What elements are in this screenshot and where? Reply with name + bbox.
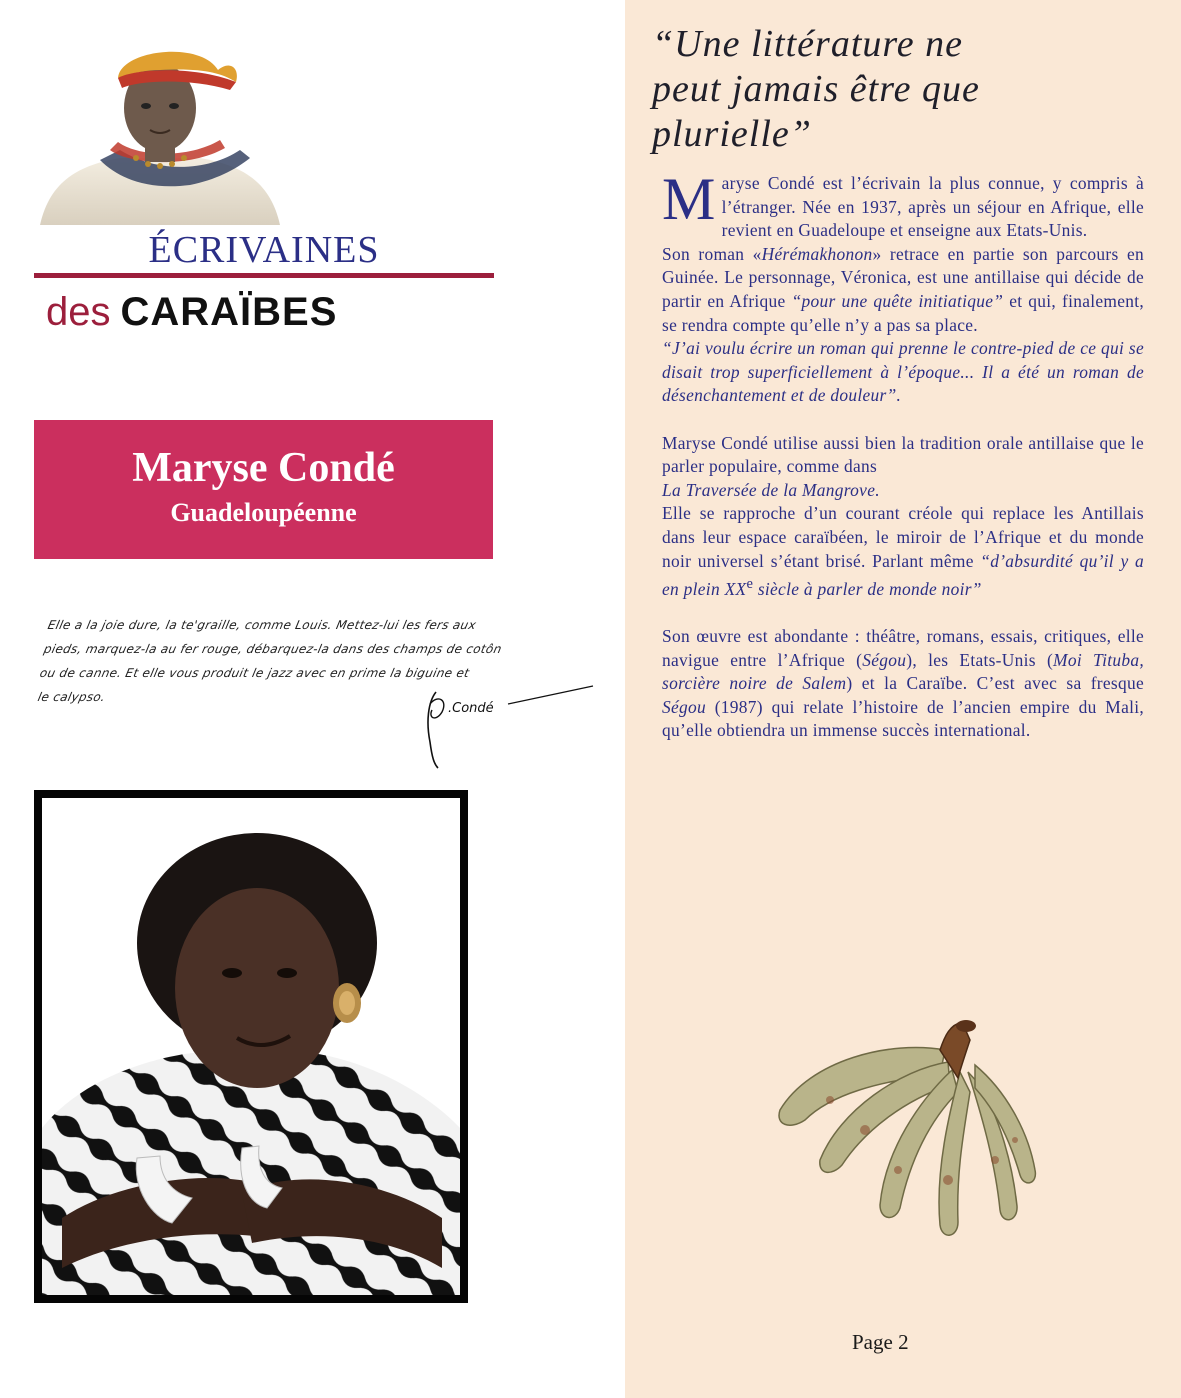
quote-line: “Une littérature ne (652, 23, 963, 65)
quote-text: “pour une quête initiatique” (791, 290, 1004, 311)
article-body (662, 166, 1144, 743)
quote-text: siècle à parler de monde noir” (753, 578, 982, 599)
handwritten-line: ou de canne. Et elle vous produit le jazz avec en prime la biguine et (38, 666, 471, 680)
author-name-box (34, 420, 493, 559)
article-text: et qui, finalement, se rendra compte qu’elle n’y a pas sa place. (662, 290, 1144, 335)
article-text: Maryse Condé utilise aussi bien la tradition orale antillaise que le parler populaire, comme dans (662, 432, 1144, 477)
quote-text: “J’ai voulu écrire un roman qui prenne le contre-pied de ce qui se disait trop superficiellement à l’époque... Il a été un roman de désenchantement et de douleur”. (662, 338, 1144, 406)
book-title: Ségou (662, 696, 706, 717)
article-text: ) et la Caraïbe. C’est avec sa fresque (846, 673, 1144, 694)
title-divider (34, 273, 494, 278)
paragraph-gap (662, 601, 1144, 625)
article-paragraph (662, 432, 1144, 503)
book-title: Ségou (862, 649, 907, 670)
svg-text:.Condé: .Condé (448, 701, 494, 716)
title-prefix: des (46, 290, 111, 334)
article-paragraph (662, 337, 1144, 408)
article-paragraph (662, 243, 1144, 337)
author-photo-frame (34, 790, 468, 1303)
pull-quote (652, 22, 1172, 157)
page-number: Page 2 (852, 1330, 909, 1354)
article-text: Son roman « (662, 243, 762, 264)
magazine-title-top: ÉCRIVAINES (148, 229, 380, 271)
author-origin: Guadeloupéenne (170, 498, 357, 527)
handwritten-line: le calypso. (36, 690, 107, 704)
drop-cap: M (662, 166, 716, 232)
author-photo (42, 798, 460, 1295)
article-text: (1987) qui relate l’histoire de l’ancien empire du Mali, qu’elle obtiendra un immense succès international. (662, 696, 1144, 741)
handwritten-line: pieds, marquez-la au fer rouge, débarquez-la dans des champs de cotôn (42, 642, 504, 656)
magazine-title-bottom (46, 288, 337, 335)
signature-image (408, 682, 598, 772)
paragraph-gap (662, 408, 1144, 432)
book-title: Moi Tituba, sorcière noire de Salem (662, 649, 1144, 694)
article-text: » retrace en partie son parcours en Guinée. Le personnage, Véronica, est une antillaise qui décide de partir en Afrique (662, 243, 1144, 311)
superscript: e (746, 576, 754, 593)
article-text: Son œuvre est abondante : théâtre, romans, essais, critiques, elle navigue entre l’Afrique ( (662, 626, 1144, 670)
book-title: La Traversée de la Mangrove. (662, 479, 880, 500)
article-text: Elle se rapproche d’un courant créole qui replace les Antillais dans leur espace caraïbéen, le miroir de l’Afrique et du monde noir universel s’étant brisé. Parlant même (662, 503, 1144, 571)
article-paragraph (662, 625, 1144, 743)
quote-text: “d’absurdité qu’il y a en plein XX (662, 550, 1144, 599)
title-main: CARAÏBES (120, 290, 338, 334)
quote-line: plurielle” (652, 113, 812, 155)
article-text: ), les Etats-Unis ( (906, 649, 1054, 670)
handwritten-note (38, 612, 603, 772)
article-paragraph (662, 502, 1144, 601)
article-text: aryse Condé est l’écrivain la plus connue, y compris à l’étranger. Née en 1937, après un séjour en Afrique, elle revient en Guadeloupe et enseigne aux Etats-Unis. (721, 173, 1144, 241)
plantain-bunch-illustration (770, 1000, 1040, 1245)
book-title: Hérémakhonon (761, 243, 873, 264)
vintage-portrait-illustration (40, 30, 280, 225)
author-name: Maryse Condé (132, 445, 395, 491)
article-paragraph (662, 166, 1144, 243)
quote-line: peut jamais être que (652, 68, 980, 110)
handwritten-line: Elle a la joie dure, la te'graille, comme Louis. Mettez-lui les fers aux (46, 618, 478, 632)
